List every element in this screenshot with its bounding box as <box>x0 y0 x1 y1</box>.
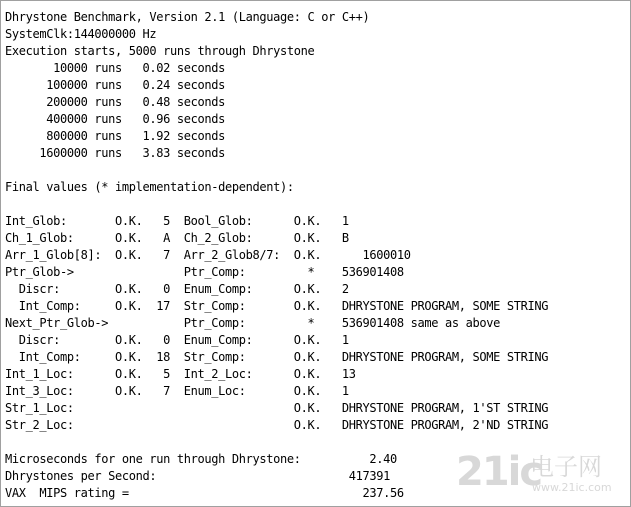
console-line: Int_1_Loc: O.K. 5 Int_2_Loc: O.K. 13 <box>5 367 356 381</box>
console-line: 100000 runs 0.24 seconds <box>5 78 225 92</box>
console-line <box>5 434 630 451</box>
console-line: Dhrystones per Second: 417391 <box>5 469 390 483</box>
watermark-logo-text: 21ic <box>456 449 542 495</box>
console-line <box>5 196 630 213</box>
console-line: Dhrystone Benchmark, Version 2.1 (Language: C or C++) <box>5 10 370 24</box>
console-line: Discr: O.K. 0 Enum_Comp: O.K. 2 <box>5 282 349 296</box>
console-output <box>5 9 630 502</box>
console-line: Int_Comp: O.K. 18 Str_Comp: O.K. DHRYSTONE PROGRAM, SOME STRING <box>5 350 549 364</box>
console-line: Str_1_Loc: O.K. DHRYSTONE PROGRAM, 1'ST STRING <box>5 401 549 415</box>
console-line: SystemClk:144000000 Hz <box>5 27 157 41</box>
console-line: Discr: O.K. 0 Enum_Comp: O.K. 1 <box>5 333 349 347</box>
console-line: Microseconds for one run through Dhrystone: 2.40 <box>5 452 397 466</box>
console-line: Int_Comp: O.K. 17 Str_Comp: O.K. DHRYSTONE PROGRAM, SOME STRING <box>5 299 549 313</box>
console-line: 1600000 runs 3.83 seconds <box>5 146 225 160</box>
console-line: 400000 runs 0.96 seconds <box>5 112 225 126</box>
console-line: Ch_1_Glob: O.K. A Ch_2_Glob: O.K. B <box>5 231 349 245</box>
console-line: Str_2_Loc: O.K. DHRYSTONE PROGRAM, 2'ND STRING <box>5 418 549 432</box>
console-line: 800000 runs 1.92 seconds <box>5 129 225 143</box>
console-line: Ptr_Glob-> Ptr_Comp: * 536901408 <box>5 265 404 279</box>
console-line <box>5 162 630 179</box>
watermark-label: 电子网 <box>530 453 602 481</box>
console-line: Arr_1_Glob[8]: O.K. 7 Arr_2_Glob8/7: O.K. 1600010 <box>5 248 411 262</box>
watermark-domain: www.21ic.com <box>532 481 612 494</box>
console-line: Int_Glob: O.K. 5 Bool_Glob: O.K. 1 <box>5 214 349 228</box>
console-line: 200000 runs 0.48 seconds <box>5 95 225 109</box>
console-line: Final values (* implementation-dependent): <box>5 180 294 194</box>
console-line: VAX MIPS rating = 237.56 <box>5 486 404 500</box>
console-line: Int_3_Loc: O.K. 7 Enum_Loc: O.K. 1 <box>5 384 349 398</box>
console-line: 10000 runs 0.02 seconds <box>5 61 225 75</box>
console-line: Next_Ptr_Glob-> Ptr_Comp: * 536901408 same as above <box>5 316 500 330</box>
console-line: Execution starts, 5000 runs through Dhrystone <box>5 44 315 58</box>
